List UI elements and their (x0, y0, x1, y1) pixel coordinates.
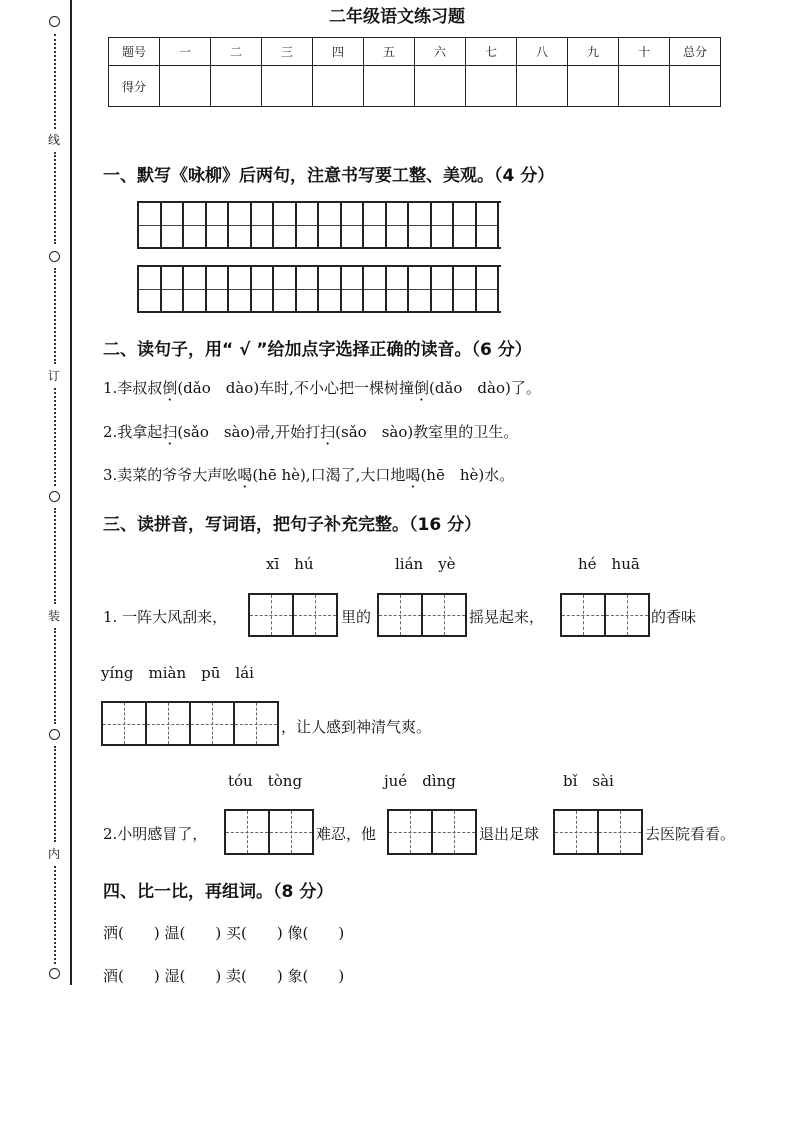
margin-dots (54, 628, 60, 724)
q2-text-1: 2.小明感冒了， (103, 825, 208, 843)
margin-circle (49, 251, 60, 262)
dotted-char: 倒 (162, 379, 178, 397)
q1-text-3: 摇晃起来， (469, 608, 545, 626)
q2-text-4: 去医院看看。 (645, 825, 736, 843)
score-cell[interactable] (211, 66, 262, 107)
compare-char: 温( (164, 924, 186, 942)
blank[interactable]: ) (185, 967, 222, 985)
score-row-label: 得分 (109, 66, 160, 107)
margin-dots (54, 152, 60, 244)
answer-box-hehua[interactable] (560, 593, 650, 637)
binding-margin (48, 0, 68, 990)
q2-text-2: 难忍，他 (316, 825, 377, 843)
blank[interactable]: ) (185, 924, 222, 942)
score-header: 题号 (109, 38, 160, 66)
q1-text-1: 1. 一阵大风刮来， (103, 608, 228, 626)
compare-char: 酒( (103, 967, 124, 985)
score-table (108, 37, 721, 107)
section-1-heading: 一、默写《咏柳》后两句，注意书写要工整、美观。（4 分） (103, 166, 555, 186)
q1-text-5: ，让人感到神清气爽。 (281, 718, 432, 736)
score-cell[interactable] (160, 66, 211, 107)
dotted-char: 喝 (237, 466, 253, 484)
score-header: 七 (466, 38, 517, 66)
score-cell[interactable] (670, 66, 721, 107)
margin-dots (54, 746, 60, 842)
margin-circle (49, 968, 60, 979)
compare-char: 洒( (103, 924, 124, 942)
blank[interactable]: ) (246, 967, 283, 985)
answer-box-lianye[interactable] (377, 593, 467, 637)
section-3-heading: 三、读拼音，写词语，把句子补充完整。（16 分） (103, 515, 482, 535)
answer-box-jueding[interactable] (387, 809, 477, 855)
answer-box-yingmianpulai[interactable] (101, 701, 279, 746)
pinyin-bisai: bǐ sài (563, 772, 614, 790)
pinyin-hehua: hé huā (578, 555, 640, 573)
compare-char: 像( (287, 924, 309, 942)
blank[interactable]: ) (308, 967, 345, 985)
score-header: 五 (364, 38, 415, 66)
dotted-char: 喝 (405, 466, 421, 484)
answer-box-toutong[interactable] (224, 809, 314, 855)
dotted-char: 扫 (162, 423, 178, 441)
score-cell[interactable] (262, 66, 313, 107)
score-header: 总分 (670, 38, 721, 66)
pinyin-jueding: jué dìng (384, 772, 456, 790)
margin-char-ding: 订 (48, 369, 61, 383)
pinyin-xihu: xī hú (266, 555, 314, 573)
binding-line (70, 0, 72, 985)
blank[interactable]: ) (123, 967, 160, 985)
margin-dots (54, 866, 60, 964)
compare-char: 买( (226, 924, 247, 942)
pinyin-yingmianpulai: yíng miàn pū lái (101, 664, 254, 682)
dotted-char: 扫 (320, 423, 336, 441)
score-header: 八 (517, 38, 568, 66)
margin-dots (54, 388, 60, 486)
q1-text-4: 的香味 (651, 608, 697, 626)
blank[interactable]: ) (123, 924, 160, 942)
score-header: 二 (211, 38, 262, 66)
score-header: 九 (568, 38, 619, 66)
q1-text-2: 里的 (341, 608, 372, 626)
q2-text-3: 退出足球 (479, 825, 540, 843)
section-4-heading: 四、比一比，再组词。（8 分） (103, 882, 334, 902)
compare-row-2 (103, 965, 344, 986)
answer-box-xihu[interactable] (248, 593, 338, 637)
margin-dots (54, 508, 60, 604)
compare-char: 卖( (226, 967, 247, 985)
score-cell[interactable] (517, 66, 568, 107)
score-cell[interactable] (415, 66, 466, 107)
score-header: 一 (160, 38, 211, 66)
score-cell[interactable] (313, 66, 364, 107)
pinyin-lianye: lián yè (395, 555, 456, 573)
answer-box-bisai[interactable] (553, 809, 643, 855)
sentence-1: 1.李叔叔倒(dǎo dào)车时,不小心把一棵树撞倒(dǎo dào)了。 (103, 379, 541, 397)
margin-circle (49, 491, 60, 502)
score-cell[interactable] (568, 66, 619, 107)
score-cell[interactable] (619, 66, 670, 107)
margin-char-xian: 线 (48, 133, 61, 147)
compare-char: 湿( (164, 967, 186, 985)
score-header: 十 (619, 38, 670, 66)
score-cell[interactable] (364, 66, 415, 107)
compare-row-1 (103, 922, 344, 943)
margin-char-nei: 内 (48, 847, 61, 861)
writing-grid-line-1[interactable] (137, 201, 501, 249)
sentence-2: 2.我拿起扫(sǎo sào)帚,开始打扫(sǎo sào)教室里的卫生。 (103, 423, 519, 441)
margin-dots (54, 268, 60, 364)
compare-char: 象( (287, 967, 309, 985)
section-2-heading: 二、读句子，用“ √ ”给加点字选择正确的读音。（6 分） (103, 340, 532, 360)
score-header: 三 (262, 38, 313, 66)
dotted-char: 倒 (413, 379, 429, 397)
page-title: 二年级语文练习题 (329, 7, 465, 27)
score-header: 六 (415, 38, 466, 66)
margin-circle (49, 729, 60, 740)
blank[interactable]: ) (308, 924, 345, 942)
score-cell[interactable] (466, 66, 517, 107)
pinyin-toutong: tóu tòng (228, 772, 303, 790)
sentence-3: 3.卖菜的爷爷大声吆喝(hē hè),口渴了,大口地喝(hē hè)水。 (103, 466, 515, 484)
blank[interactable]: ) (246, 924, 283, 942)
margin-char-zhuang: 装 (48, 609, 61, 623)
margin-dots (54, 34, 60, 129)
score-header: 四 (313, 38, 364, 66)
writing-grid-line-2[interactable] (137, 265, 501, 313)
